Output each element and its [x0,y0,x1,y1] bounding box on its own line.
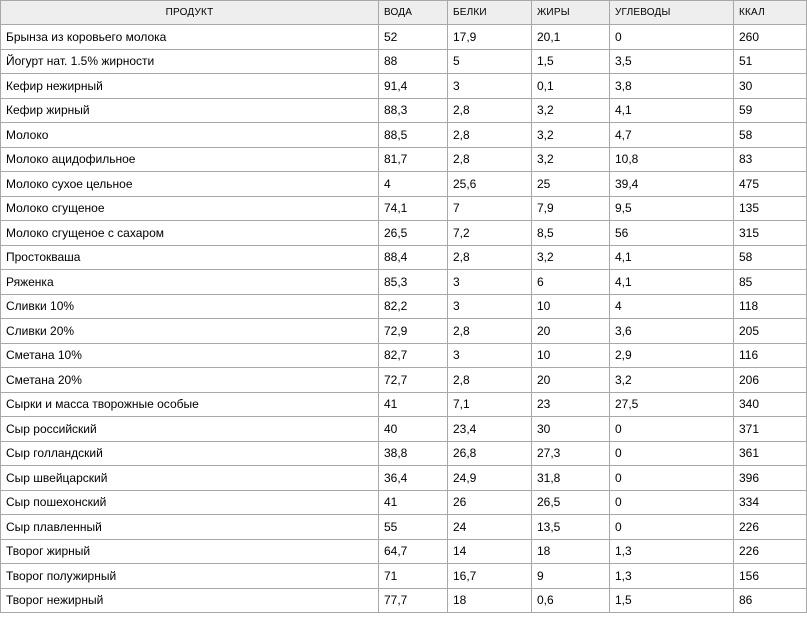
water-cell: 41 [379,490,448,515]
header-water: ВОДА [379,1,448,25]
carbs-cell: 3,8 [610,74,734,99]
kcal-cell: 30 [734,74,807,99]
protein-cell: 25,6 [448,172,532,197]
kcal-cell: 361 [734,441,807,466]
carbs-cell: 1,3 [610,564,734,589]
product-cell: Молоко [1,123,379,148]
water-cell: 71 [379,564,448,589]
kcal-cell: 206 [734,368,807,393]
protein-cell: 23,4 [448,417,532,442]
carbs-cell: 0 [610,466,734,491]
header-kcal: ККАЛ [734,1,807,25]
kcal-cell: 116 [734,343,807,368]
fat-cell: 1,5 [532,49,610,74]
table-row [1,490,807,515]
product-cell: Кефир нежирный [1,74,379,99]
carbs-cell: 10,8 [610,147,734,172]
product-cell: Простокваша [1,245,379,270]
fat-cell: 30 [532,417,610,442]
product-cell: Творог нежирный [1,588,379,613]
carbs-cell: 27,5 [610,392,734,417]
protein-cell: 24 [448,515,532,540]
protein-cell: 17,9 [448,25,532,50]
table-row [1,368,807,393]
protein-cell: 2,8 [448,98,532,123]
protein-cell: 24,9 [448,466,532,491]
table-header-row [1,1,807,25]
kcal-cell: 58 [734,245,807,270]
table-row [1,588,807,613]
table-row [1,539,807,564]
water-cell: 55 [379,515,448,540]
product-cell: Сливки 10% [1,294,379,319]
carbs-cell: 3,2 [610,368,734,393]
table-row [1,123,807,148]
fat-cell: 20 [532,319,610,344]
fat-cell: 3,2 [532,123,610,148]
water-cell: 4 [379,172,448,197]
product-cell: Творог полужирный [1,564,379,589]
fat-cell: 0,1 [532,74,610,99]
water-cell: 91,4 [379,74,448,99]
protein-cell: 2,8 [448,319,532,344]
carbs-cell: 0 [610,441,734,466]
table-row [1,221,807,246]
protein-cell: 3 [448,270,532,295]
protein-cell: 2,8 [448,147,532,172]
kcal-cell: 226 [734,515,807,540]
kcal-cell: 260 [734,25,807,50]
water-cell: 88 [379,49,448,74]
fat-cell: 9 [532,564,610,589]
protein-cell: 2,8 [448,245,532,270]
fat-cell: 20 [532,368,610,393]
fat-cell: 3,2 [532,98,610,123]
carbs-cell: 0 [610,490,734,515]
kcal-cell: 135 [734,196,807,221]
product-cell: Кефир жирный [1,98,379,123]
water-cell: 88,3 [379,98,448,123]
header-fat: ЖИРЫ [532,1,610,25]
header-product: ПРОДУКТ [1,1,379,25]
product-cell: Сыр российский [1,417,379,442]
carbs-cell: 2,9 [610,343,734,368]
table-row [1,294,807,319]
water-cell: 77,7 [379,588,448,613]
carbs-cell: 4,7 [610,123,734,148]
protein-cell: 7 [448,196,532,221]
protein-cell: 26 [448,490,532,515]
kcal-cell: 83 [734,147,807,172]
protein-cell: 16,7 [448,564,532,589]
fat-cell: 8,5 [532,221,610,246]
protein-cell: 7,2 [448,221,532,246]
protein-cell: 3 [448,343,532,368]
product-cell: Молоко сухое цельное [1,172,379,197]
table-row [1,466,807,491]
table-row [1,319,807,344]
table-row [1,417,807,442]
kcal-cell: 475 [734,172,807,197]
carbs-cell: 4 [610,294,734,319]
product-cell: Молоко ацидофильное [1,147,379,172]
water-cell: 74,1 [379,196,448,221]
water-cell: 38,8 [379,441,448,466]
table-body [1,25,807,613]
product-cell: Сметана 20% [1,368,379,393]
table-row [1,196,807,221]
product-cell: Сметана 10% [1,343,379,368]
product-cell: Брынза из коровьего молока [1,25,379,50]
fat-cell: 13,5 [532,515,610,540]
fat-cell: 23 [532,392,610,417]
carbs-cell: 3,6 [610,319,734,344]
kcal-cell: 51 [734,49,807,74]
product-cell: Сливки 20% [1,319,379,344]
product-cell: Сыр голландский [1,441,379,466]
table-row [1,147,807,172]
carbs-cell: 39,4 [610,172,734,197]
table-row [1,270,807,295]
water-cell: 36,4 [379,466,448,491]
kcal-cell: 86 [734,588,807,613]
fat-cell: 3,2 [532,147,610,172]
water-cell: 72,9 [379,319,448,344]
product-cell: Творог жирный [1,539,379,564]
carbs-cell: 0 [610,515,734,540]
table-row [1,98,807,123]
table-row [1,564,807,589]
table-row [1,49,807,74]
product-cell: Сыр швейцарский [1,466,379,491]
carbs-cell: 4,1 [610,245,734,270]
protein-cell: 3 [448,74,532,99]
water-cell: 82,7 [379,343,448,368]
product-cell: Молоко сгущеное [1,196,379,221]
kcal-cell: 371 [734,417,807,442]
table-row [1,172,807,197]
table-row [1,25,807,50]
water-cell: 82,2 [379,294,448,319]
kcal-cell: 59 [734,98,807,123]
kcal-cell: 340 [734,392,807,417]
product-cell: Сыр пошехонский [1,490,379,515]
water-cell: 64,7 [379,539,448,564]
fat-cell: 25 [532,172,610,197]
kcal-cell: 315 [734,221,807,246]
water-cell: 81,7 [379,147,448,172]
protein-cell: 3 [448,294,532,319]
carbs-cell: 1,3 [610,539,734,564]
protein-cell: 2,8 [448,123,532,148]
carbs-cell: 56 [610,221,734,246]
carbs-cell: 0 [610,25,734,50]
carbs-cell: 3,5 [610,49,734,74]
fat-cell: 27,3 [532,441,610,466]
carbs-cell: 1,5 [610,588,734,613]
table-row [1,441,807,466]
water-cell: 26,5 [379,221,448,246]
kcal-cell: 396 [734,466,807,491]
protein-cell: 18 [448,588,532,613]
fat-cell: 3,2 [532,245,610,270]
product-cell: Сырки и масса творожные особые [1,392,379,417]
protein-cell: 5 [448,49,532,74]
kcal-cell: 58 [734,123,807,148]
product-cell: Сыр плавленный [1,515,379,540]
water-cell: 41 [379,392,448,417]
fat-cell: 0,6 [532,588,610,613]
table-row [1,392,807,417]
fat-cell: 10 [532,294,610,319]
protein-cell: 26,8 [448,441,532,466]
fat-cell: 7,9 [532,196,610,221]
carbs-cell: 4,1 [610,270,734,295]
table-row [1,515,807,540]
table-row [1,343,807,368]
water-cell: 52 [379,25,448,50]
header-carbs: УГЛЕВОДЫ [610,1,734,25]
water-cell: 85,3 [379,270,448,295]
fat-cell: 10 [532,343,610,368]
carbs-cell: 9,5 [610,196,734,221]
product-cell: Молоко сгущеное с сахаром [1,221,379,246]
water-cell: 88,5 [379,123,448,148]
protein-cell: 7,1 [448,392,532,417]
kcal-cell: 156 [734,564,807,589]
fat-cell: 31,8 [532,466,610,491]
water-cell: 88,4 [379,245,448,270]
kcal-cell: 85 [734,270,807,295]
kcal-cell: 334 [734,490,807,515]
protein-cell: 2,8 [448,368,532,393]
water-cell: 72,7 [379,368,448,393]
fat-cell: 18 [532,539,610,564]
carbs-cell: 4,1 [610,98,734,123]
water-cell: 40 [379,417,448,442]
carbs-cell: 0 [610,417,734,442]
table-row [1,245,807,270]
table-row [1,74,807,99]
product-cell: Ряженка [1,270,379,295]
fat-cell: 20,1 [532,25,610,50]
header-protein: БЕЛКИ [448,1,532,25]
protein-cell: 14 [448,539,532,564]
kcal-cell: 118 [734,294,807,319]
kcal-cell: 226 [734,539,807,564]
product-cell: Йогурт нат. 1.5% жирности [1,49,379,74]
fat-cell: 26,5 [532,490,610,515]
kcal-cell: 205 [734,319,807,344]
fat-cell: 6 [532,270,610,295]
